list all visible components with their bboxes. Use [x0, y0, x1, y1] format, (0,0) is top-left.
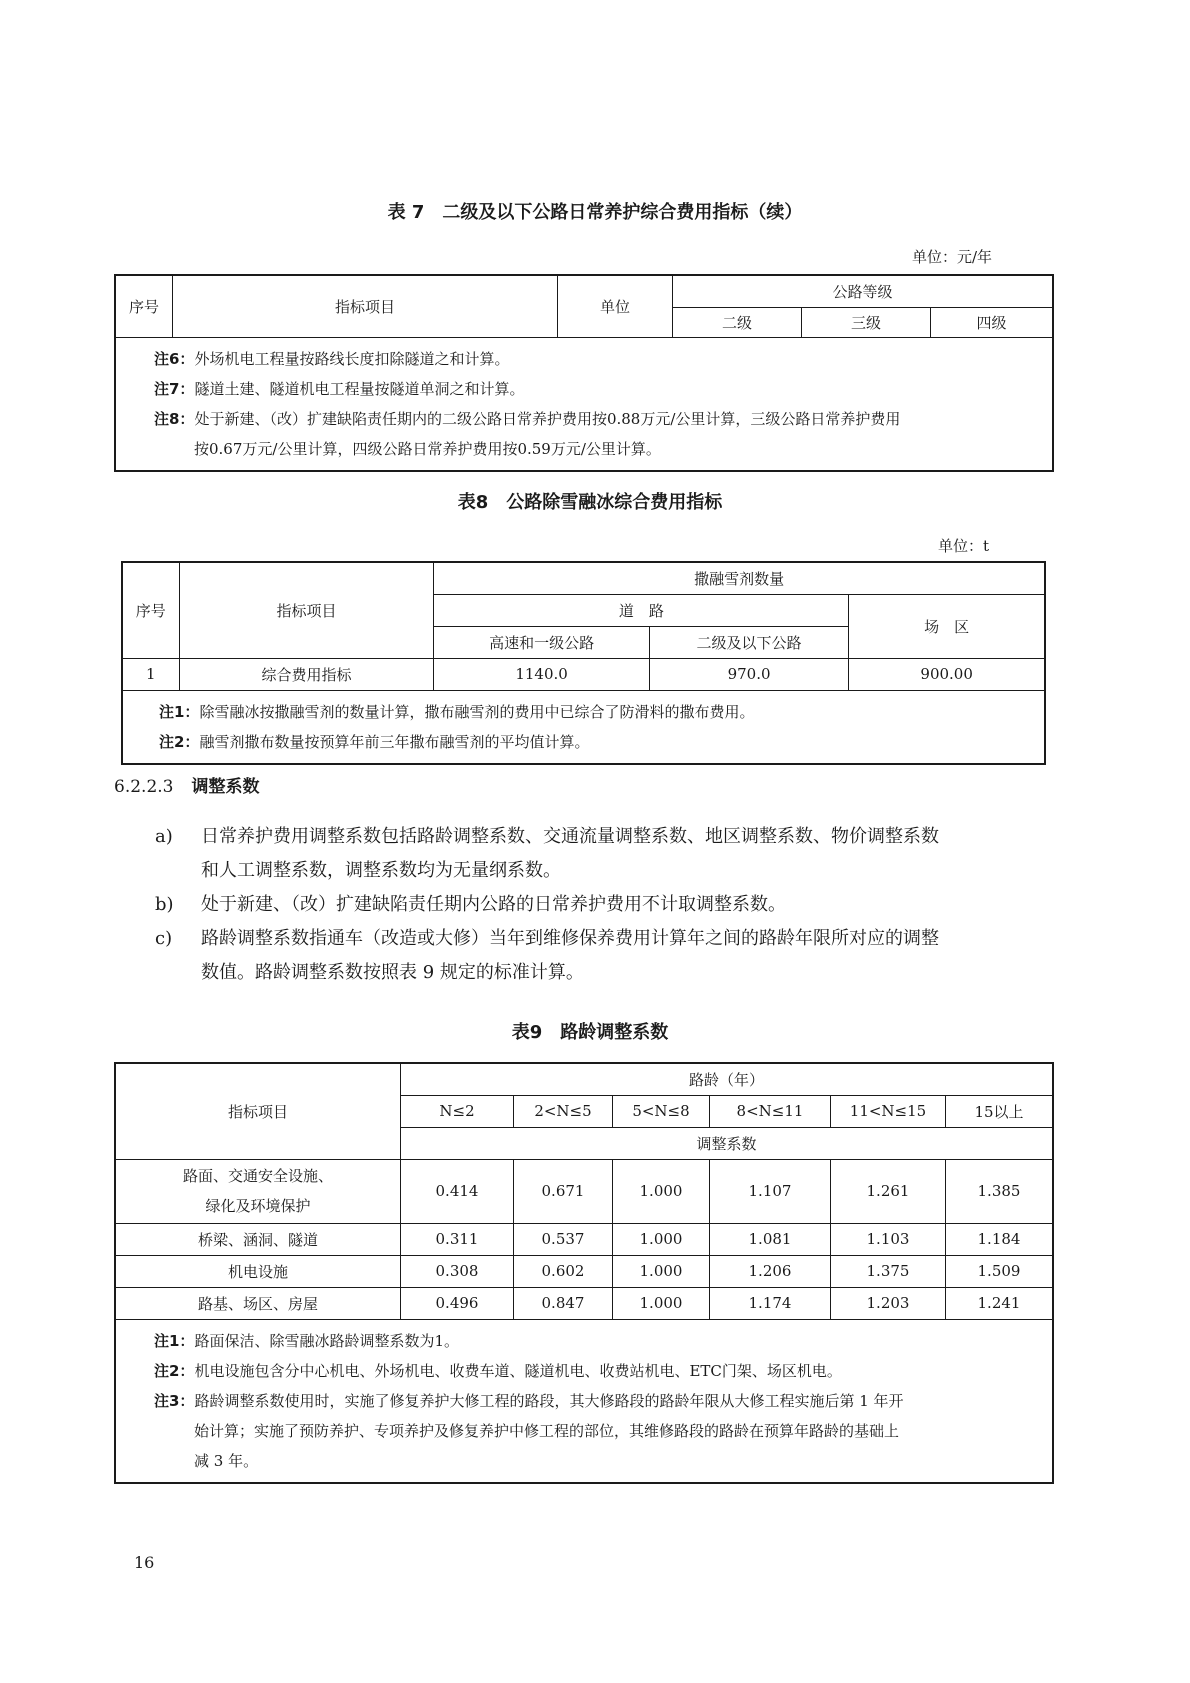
section-heading: [114, 772, 259, 797]
list-item: a) 日常养护费用调整系数包括路龄调整系数、交通流量调整系数、地区调整系数、物价调整系数 和人工调整系数，调整系数均为无量纲系数。: [155, 826, 939, 881]
note: 注1：除雪融冰按撒融雪剂的数量计算，撒布融雪剂的费用中已综合了防滑料的撒布费用。: [159, 702, 755, 721]
note: 注2：融雪剂撒布数量按预算年前三年撒布融雪剂的平均值计算。: [159, 732, 590, 751]
table7: [114, 274, 1054, 472]
header-age-group: 路龄（年）: [401, 1063, 1054, 1095]
table-row: 1 综合费用指标 1140.0 970.0 900.00: [122, 658, 1045, 690]
header-age: 2<N≤5: [514, 1095, 613, 1127]
header-grade-4: 四级: [931, 307, 1054, 337]
header-seq: 序号: [115, 275, 173, 337]
header-age: N≤2: [401, 1095, 514, 1127]
table7-caption: 表 7 二级及以下公路日常养护综合费用指标（续）: [387, 202, 803, 223]
table7-unit: 单位：元/年: [912, 248, 993, 266]
table-row: 路面、交通安全设施、 绿化及环境保护 0.414 0.671 1.000 1.107 1.261 1.385: [115, 1159, 1053, 1223]
table-row: 路基、场区、房屋 0.496 0.847 1.000 1.174 1.203 1.241: [115, 1287, 1053, 1319]
note: 注2：机电设施包含分中心机电、外场机电、收费车道、隧道机电、收费站机电、ETC门架、场区机电。: [154, 1361, 842, 1380]
header-coef: 调整系数: [401, 1127, 1054, 1159]
section-number: 6.2.2.3: [114, 777, 174, 797]
table9-notes: [115, 1319, 1053, 1483]
list-item: c) 路龄调整系数指通车（改造或大修）当年到维修保养费用计算年之间的路龄年限所对应的调整 数值。路龄调整系数按照表 9 规定的标准计算。: [155, 928, 939, 983]
note: 注6：外场机电工程量按路线长度扣除隧道之和计算。: [154, 349, 510, 368]
header-item: 指标项目: [179, 562, 434, 658]
header-unit: 单位: [558, 275, 673, 337]
header-age: 11<N≤15: [831, 1095, 946, 1127]
header-grade-3: 三级: [802, 307, 931, 337]
page-number: 16: [134, 1553, 155, 1572]
header-road-expressway: 高速和一级公路: [434, 626, 649, 658]
table9: [114, 1062, 1054, 1484]
header-item: 指标项目: [115, 1063, 401, 1159]
header-seq: 序号: [122, 562, 179, 658]
note: 注8：处于新建、（改）扩建缺陷责任期内的二级公路日常养护费用按0.88万元/公里计算，三级公路日常养护费用 按0.67万元/公里计算，四级公路日常养护费用按0.59万元/公里计算。: [154, 409, 901, 458]
header-age: 15以上: [946, 1095, 1054, 1127]
table8-notes: [122, 690, 1045, 764]
note: 注7：隧道土建、隧道机电工程量按隧道单洞之和计算。: [154, 379, 525, 398]
note: 注3：路龄调整系数使用时，实施了修复养护大修工程的路段，其大修路段的路龄年限从大修工程实施后第 1 年开 始计算；实施了预防养护、专项养护及修复养护中修工程的部位，其维修路段的路龄在预算年路龄的基础上 减 3 年。: [154, 1391, 904, 1470]
header-age: 8<N≤11: [710, 1095, 831, 1127]
table8-unit: 单位：t: [938, 537, 990, 555]
table-row: 桥梁、涵洞、隧道 0.311 0.537 1.000 1.081 1.103 1.184: [115, 1223, 1053, 1255]
header-item: 指标项目: [173, 275, 558, 337]
header-grade-group: 公路等级: [673, 275, 1054, 307]
header-age: 5<N≤8: [613, 1095, 710, 1127]
table7-notes: [115, 337, 1053, 471]
header-group: 撒融雪剂数量: [434, 562, 1045, 594]
table8-caption: 表8 公路除雪融冰综合费用指标: [457, 492, 723, 513]
header-road-secondary: 二级及以下公路: [649, 626, 849, 658]
section-title: 调整系数: [191, 777, 260, 797]
header-yard: 场 区: [849, 594, 1045, 658]
table8: [121, 561, 1046, 765]
table-row: 机电设施 0.308 0.602 1.000 1.206 1.375 1.509: [115, 1255, 1053, 1287]
header-road: 道 路: [434, 594, 849, 626]
table9-caption: 表9 路龄调整系数: [511, 1022, 669, 1043]
note: 注1：路面保洁、除雪融冰路龄调整系数为1。: [154, 1331, 459, 1350]
list-item: b) 处于新建、（改）扩建缺陷责任期内公路的日常养护费用不计取调整系数。: [155, 894, 786, 915]
header-grade-2: 二级: [673, 307, 802, 337]
